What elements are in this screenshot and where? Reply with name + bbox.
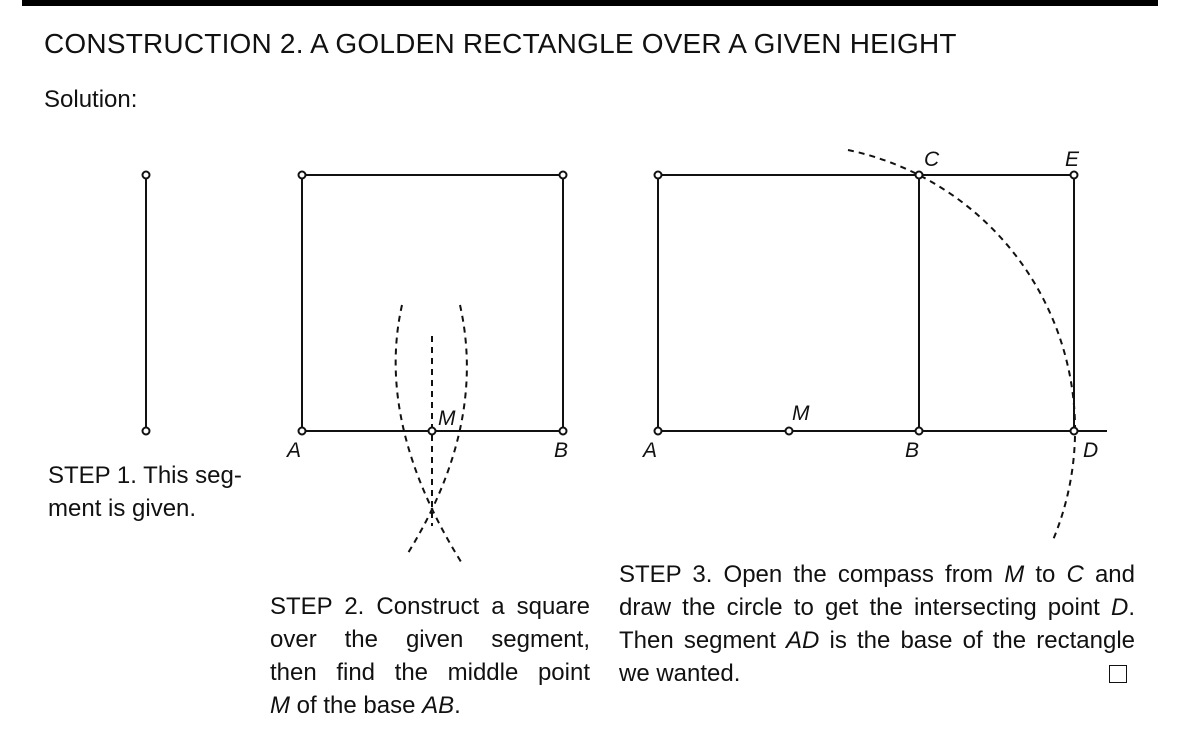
step2-line1: STEP 2. Construct a square [270,593,590,620]
s3-l4: we wanted. [619,660,741,687]
step2-line4 [270,689,590,722]
step1-line1: STEP 1. This seg- [48,462,242,489]
point-top-right [560,172,567,179]
s3-l2e: . [1128,594,1135,621]
label-E: E [1065,148,1080,171]
point-C [916,172,923,179]
segment-endpoint-top [143,172,150,179]
s3-l1d: and [1083,561,1136,588]
label-M-3: M [792,402,810,425]
compass-arc [848,150,1075,540]
s3-l1a: STEP 3. Open the compass from [619,561,1005,588]
s3-l1b: to [1024,561,1067,588]
step1-line2: ment is given. [48,495,197,522]
s3-l3b: is the base of the rectangle [819,627,1135,654]
var-C: C [1066,561,1084,588]
point-M-3 [786,428,793,435]
step3-caption [619,558,1135,690]
point-top-left-3 [655,172,662,179]
point-A-3 [655,428,662,435]
label-M: M [438,407,456,430]
step2-line2: over the given segment, [270,626,590,653]
seg-AD: AD [786,627,820,654]
step2-line4-end: . [454,692,461,719]
step2-line3: then find the middle point [270,659,590,686]
label-D: D [1083,439,1099,462]
point-E [1071,172,1078,179]
figure-step1 [143,172,150,435]
step2-line4-mid: of the base [290,692,423,719]
step3-line4 [619,657,1135,690]
label-B: B [554,439,569,462]
segment-endpoint-bottom [143,428,150,435]
label-A: A [287,439,302,462]
point-top-left [299,172,306,179]
var-D: D [1110,594,1129,621]
seg-AB: AB [422,692,455,719]
step1-caption [48,459,258,525]
square-ABC [658,175,919,431]
bisector-arc-left [396,305,463,565]
point-M [429,428,436,435]
point-D [1071,428,1078,435]
label-C: C [924,148,940,171]
point-A [299,428,306,435]
figure-step3 [641,148,1107,540]
point-B [560,428,567,435]
figure-step2 [285,172,568,566]
s3-l3a: Then segment [619,627,787,654]
step3-line2 [619,591,1135,624]
construction-heading: CONSTRUCTION 2. A GOLDEN RECTANGLE OVER A GIVEN HEIGHT [44,28,957,59]
solution-label: Solution: [44,86,138,113]
var-M-3: M [1004,561,1025,588]
label-B-3: B [905,439,920,462]
step3-line3 [619,624,1135,657]
var-M: M [270,692,290,719]
label-A-3: A [643,439,658,462]
step2-caption [270,590,590,722]
step3-line1 [619,558,1135,591]
s3-l2a: draw the circle to get the intersecting point [619,594,1111,621]
point-B-3 [916,428,923,435]
qed-square-icon [1109,665,1127,683]
